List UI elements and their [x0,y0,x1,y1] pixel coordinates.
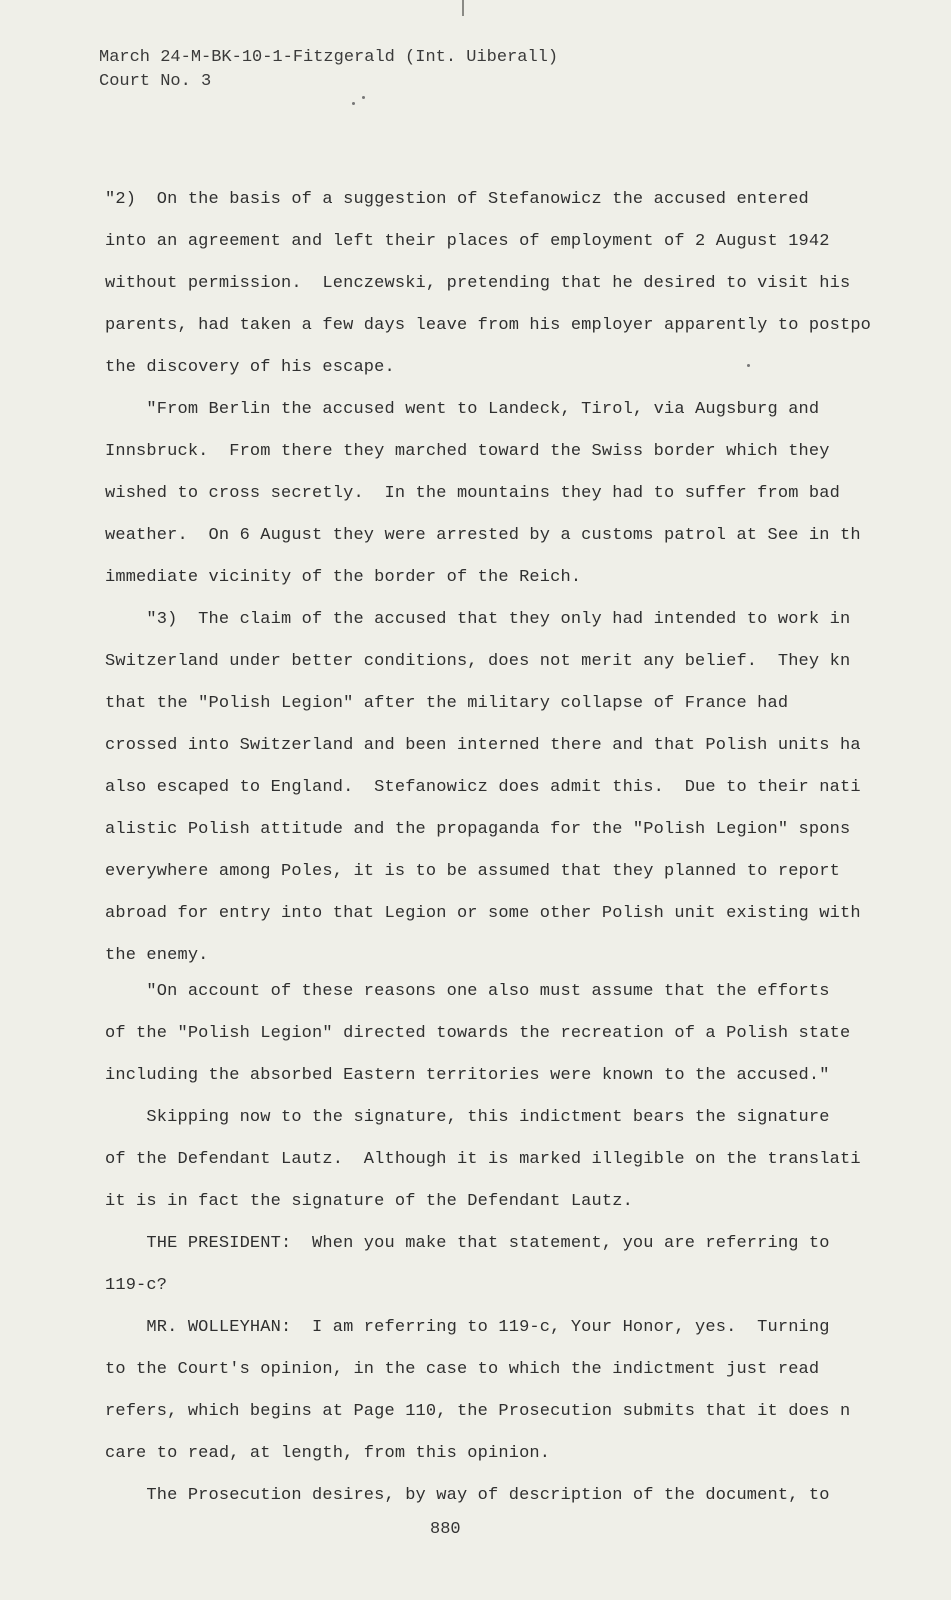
text-line: "3) The claim of the accused that they only had intended to work in [105,610,851,629]
header-case-line: March 24-M-BK-10-1-Fitzgerald (Int. Uiberall) [99,48,559,67]
text-line: parents, had taken a few days leave from his employer apparently to postpo [105,316,872,335]
text-line: care to read, at length, from this opinion. [105,1444,551,1463]
paper-speck [747,364,750,367]
text-line: Switzerland under better conditions, does not merit any belief. They kn [105,652,851,671]
header-court-line: Court No. 3 [99,72,212,91]
text-line: it is in fact the signature of the Defendant Lautz. [105,1192,633,1211]
text-line: MR. WOLLEYHAN: I am referring to 119-c, Your Honor, yes. Turning [105,1318,830,1337]
text-line: 119-c? [105,1276,168,1295]
text-line: that the "Polish Legion" after the military collapse of France had [105,694,789,713]
text-line: THE PRESIDENT: When you make that statement, you are referring to [105,1234,830,1253]
text-line: without permission. Lenczewski, pretending that he desired to visit his [105,274,851,293]
text-line: "From Berlin the accused went to Landeck, Tirol, via Augsburg and [105,400,820,419]
text-line: of the "Polish Legion" directed towards the recreation of a Polish state [105,1024,851,1043]
text-line: the discovery of his escape. [105,358,395,377]
text-line: alistic Polish attitude and the propaganda for the "Polish Legion" spons [105,820,851,839]
text-line: crossed into Switzerland and been interned there and that Polish units ha [105,736,861,755]
text-line: "2) On the basis of a suggestion of Stefanowicz the accused entered [105,190,809,209]
text-line: "On account of these reasons one also must assume that the efforts [105,982,830,1001]
text-line: also escaped to England. Stefanowicz does admit this. Due to their nati [105,778,861,797]
text-line: refers, which begins at Page 110, the Prosecution submits that it does n [105,1402,851,1421]
top-margin-mark [462,0,464,16]
text-line: including the absorbed Eastern territories were known to the accused." [105,1066,830,1085]
document-header [99,46,558,94]
text-line: Innsbruck. From there they marched toward the Swiss border which they [105,442,830,461]
text-line: weather. On 6 August they were arrested by a customs patrol at See in th [105,526,861,545]
text-line: the enemy. [105,946,209,965]
text-line: immediate vicinity of the border of the Reich. [105,568,582,587]
text-line: Skipping now to the signature, this indictment bears the signature [105,1108,830,1127]
paper-speck [352,102,355,105]
text-line: of the Defendant Lautz. Although it is marked illegible on the translati [105,1150,861,1169]
text-line: into an agreement and left their places of employment of 2 August 1942 [105,232,830,251]
text-line: The Prosecution desires, by way of description of the document, to [105,1486,830,1505]
text-line: to the Court's opinion, in the case to which the indictment just read [105,1360,820,1379]
page-number: 880 [430,1520,461,1539]
text-line: abroad for entry into that Legion or some other Polish unit existing with [105,904,861,923]
paper-speck [362,96,365,99]
text-line: everywhere among Poles, it is to be assumed that they planned to report [105,862,840,881]
text-line: wished to cross secretly. In the mountains they had to suffer from bad [105,484,840,503]
